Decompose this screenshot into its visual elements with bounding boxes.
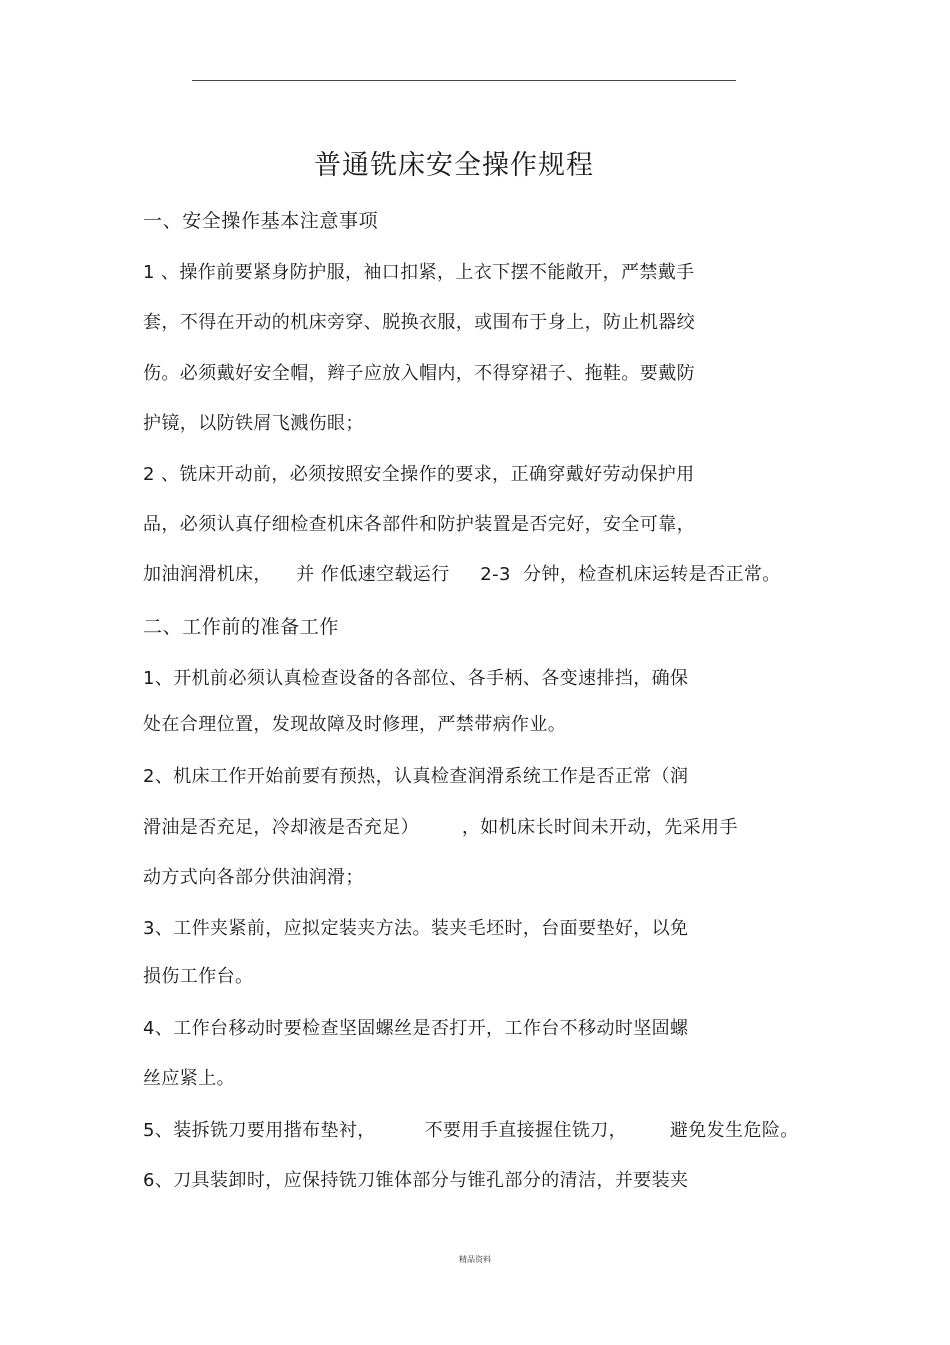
section-heading-1: 一、安全操作基本注意事项 [143, 210, 379, 232]
paragraph-line: 动方式向各部分供油润滑； [143, 867, 364, 888]
paragraph-line: 4、工作台移动时要检查坚固螺丝是否打开，工作台不移动时坚固螺 [143, 1018, 689, 1039]
section-heading-2: 二、工作前的准备工作 [143, 616, 340, 638]
paragraph-line: 6、刀具装卸时，应保持铣刀锥体部分与锥孔部分的清洁，并要装夹 [143, 1170, 689, 1191]
footer-note: 精品资料 [459, 1255, 491, 1264]
paragraph-line: 伤。必须戴好安全帽，辫子应放入帽内，不得穿裙子、拖鞋。要戴防 [143, 363, 695, 384]
paragraph-line: 丝应紧上。 [143, 1068, 235, 1089]
paragraph-line: 品，必须认真仔细检查机床各部件和防护装置是否完好，安全可靠， [143, 514, 695, 535]
paragraph-line: 滑油是否充足，冷却液是否充足） ，如机床长时间未开动，先采用手 [143, 817, 738, 838]
paragraph-line: 2、机床工作开始前要有预热，认真检查润滑系统工作是否正常（润 [143, 766, 689, 787]
paragraph-line: 套，不得在开动的机床旁穿、脱换衣服，或围布于身上，防止机器绞 [143, 312, 695, 333]
header-rule [192, 80, 736, 81]
paragraph-line: 1 、操作前要紧身防护服，袖口扣紧，上衣下摆不能敞开，严禁戴手 [143, 262, 695, 283]
paragraph-line: 护镜，以防铁屑飞溅伤眼； [143, 413, 364, 434]
paragraph-line: 处在合理位置，发现故障及时修理，严禁带病作业。 [143, 714, 567, 735]
paragraph-line: 加油润滑机床， 并 作低速空载运行 2-3 分钟，检查机床运转是否正常。 [143, 564, 781, 585]
paragraph-line: 3、工件夹紧前，应拟定装夹方法。装夹毛坯时，台面要垫好，以免 [143, 918, 689, 939]
paragraph-line: 2 、铣床开动前，必须按照安全操作的要求，正确穿戴好劳动保护用 [143, 464, 695, 485]
paragraph-line: 损伤工作台。 [143, 966, 254, 987]
page-title: 普通铣床安全操作规程 [314, 150, 594, 181]
paragraph-line: 1、开机前必须认真检查设备的各部位、各手柄、各变速排挡，确保 [143, 668, 689, 689]
paragraph-line: 5、装拆铣刀要用揩布垫衬， 不要用手直接握住铣刀， 避免发生危险。 [143, 1120, 799, 1141]
